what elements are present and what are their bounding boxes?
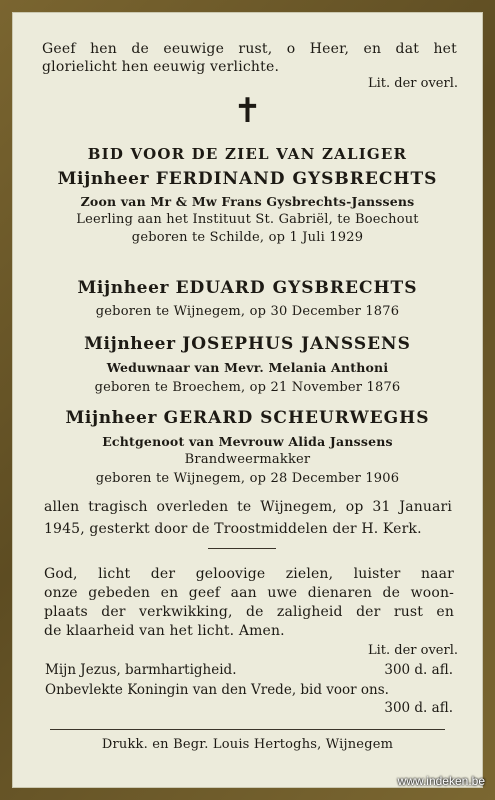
person-detail: Echtgenoot van Mevrouw Alida Janssens <box>102 434 393 449</box>
indulgence-value: 300 d. afl. <box>384 700 453 716</box>
divider <box>208 548 276 549</box>
person-birth: geboren te Wijnegem, op 28 December 1906 <box>95 471 400 486</box>
person-detail: Weduwnaar van Mevr. Melania Anthoni <box>106 360 389 375</box>
closing-prayer-line-4: de klaarheid van het licht. Amen. <box>44 623 285 639</box>
person-birth: geboren te Wijnegem, op 30 December 1876 <box>95 304 400 319</box>
person-name-ferdinand <box>12 169 483 189</box>
person-name-gerard <box>12 408 483 428</box>
person-birth: geboren te Broechem, op 21 November 1876 <box>94 380 401 395</box>
person-birth: geboren te Schilde, op 1 Juli 1929 <box>131 230 364 245</box>
person-title: Mijnheer <box>57 169 150 189</box>
person-detail: Zoon van Mr & Mw Frans Gysbrechts-Janssens <box>80 194 415 209</box>
person-title: Mijnheer <box>65 408 158 428</box>
printer-credit: Drukk. en Begr. Louis Hertoghs, Wijnegem <box>101 737 394 752</box>
person-name-eduard <box>12 278 483 298</box>
death-notice-line-2: 1945, gesterkt door de Troostmiddelen der H. Kerk. <box>44 521 422 537</box>
intro-line-2: glorielicht hen eeuwig verlichte. <box>42 59 280 75</box>
closing-prayer-source: Lit. der overl. <box>367 643 458 658</box>
indulgence-row <box>45 682 453 698</box>
divider <box>50 729 445 730</box>
death-notice-line-1: allen tragisch overleden te Wijnegem, op 31 Januari <box>44 499 452 515</box>
closing-prayer-line-3: plaats der verkwikking, de zaligheid der rust en <box>44 604 454 620</box>
closing-prayer-line-1: God, licht der geloovige zielen, luister naar <box>44 566 454 582</box>
person-title: Mijnheer <box>77 278 170 298</box>
closing-prayer-line-2: onze gebeden en geef aan uwe dienaren de woon- <box>44 585 454 601</box>
intro-source: Lit. der overl. <box>367 76 458 91</box>
watermark: www.indeken.be <box>397 774 485 788</box>
person-fullname: JOSEPHUS JANSSENS <box>182 334 411 354</box>
person-fullname: FERDINAND GYSBRECHTS <box>155 169 438 189</box>
person-fullname: EDUARD GYSBRECHTS <box>175 278 418 298</box>
indulgence-value: 300 d. afl. <box>384 662 453 678</box>
indulgence-text: Onbevlekte Koningin van den Vrede, bid voor ons. <box>45 682 389 698</box>
intro-line-1: Geef hen de eeuwige rust, o Heer, en dat het <box>42 41 457 57</box>
person-name-josephus <box>12 334 483 354</box>
person-title: Mijnheer <box>84 334 176 354</box>
card-heading: BID VOOR DE ZIEL VAN ZALIGER <box>87 145 408 163</box>
person-detail: Brandweermakker <box>184 452 311 467</box>
person-fullname: GERARD SCHEURWEGHS <box>163 408 430 428</box>
indulgence-row <box>45 662 453 678</box>
memorial-card <box>12 12 483 788</box>
person-detail: Leerling aan het Instituut St. Gabriël, te Boechout <box>76 212 419 227</box>
indulgence-text: Mijn Jezus, barmhartigheid. <box>45 662 237 678</box>
cross-icon: ✝ <box>233 91 262 131</box>
